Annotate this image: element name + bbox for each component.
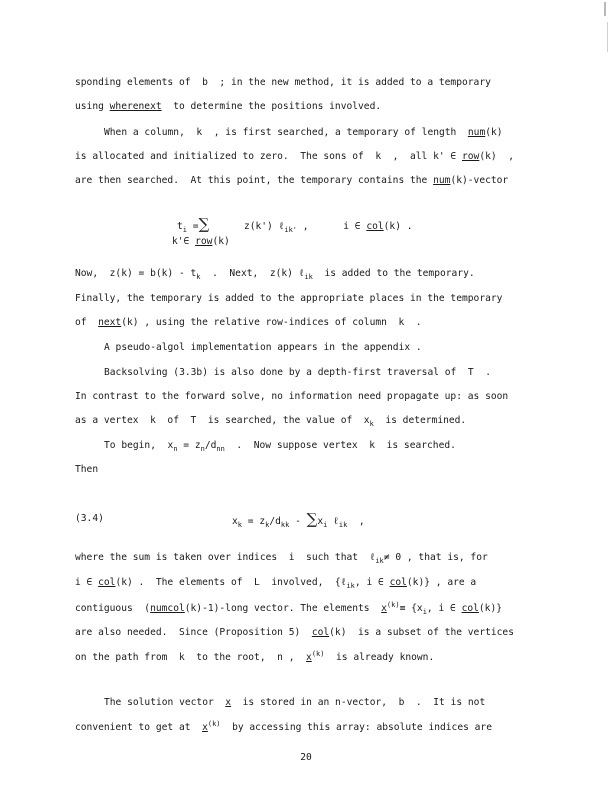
page-number: 20 <box>300 752 312 763</box>
text-line: on the path from k to the root, n , $x^{(k)}$ is already known. <box>75 649 435 663</box>
equation-subscript: k'∈ row(k) <box>172 236 230 247</box>
text-line: A pseudo-algol implementation appears in the appendix . <box>104 342 422 353</box>
text-line: is allocated and initialized to zero. The sons of k , all k' ∈ row(k) , <box>75 151 514 162</box>
text-line: Backsolving (3.3b) is also done by a depth-first traversal of T . <box>104 367 491 378</box>
text-line: contiguous (numcol(k)-1)-long vector. The elements $x^{(k)}\equiv \{x_i$, i ∈ col(k)} <box>75 600 502 616</box>
scan-mark <box>604 2 606 16</box>
sum-symbol: ∑ <box>306 510 318 528</box>
text-line: using wherenext to determine the positions involved. <box>75 101 382 112</box>
text-line: i ∈ col(k) . The elements of L involved, {ℓ$_{ik}$, i ∈ col(k)} , are a <box>75 577 477 590</box>
scan-mark <box>607 22 608 52</box>
text-line: Finally, the temporary is added to the appropriate places in the temporary <box>75 293 503 304</box>
text-line: convenient to get at $x^{(k)}$ by accessing this array: absolute indices are <box>75 719 492 733</box>
text-line: sponding elements of b ; in the new method, it is added to a temporary <box>75 77 491 88</box>
text-line: are also needed. Since (Proposition 5) col(k) is a subset of the vertices <box>75 627 514 638</box>
text-line: To begin, $x_n = z_n/d_{nn}$ . Now suppose vertex k is searched. <box>104 440 456 453</box>
text-line: of next(k) , using the relative row-indices of column k . <box>75 317 422 328</box>
text-line: Then <box>75 464 99 475</box>
equation: $x_k = z_k/d_{kk} - \sum x_i$ ℓ$_{ik}$ , <box>232 510 365 529</box>
text-line: Now, $z(k) = b(k) - t_k$ . Next, z(k) ℓ$_{ik}$ is added to the temporary. <box>75 268 475 281</box>
underlined-term: wherenext <box>109 101 162 112</box>
text-line: The solution vector x is stored in an n-vector, b . It is not <box>104 697 486 708</box>
sum-symbol: ∑ <box>198 215 210 233</box>
equation: $t_i$ =∑ z(k') ℓ$_{ik'}$ , i ∈ col(k) . <box>177 215 413 234</box>
text-line: In contrast to the forward solve, no information need propagate up: as soon <box>75 391 509 402</box>
text-line: When a column, k , is first searched, a temporary of length num(k) <box>104 127 503 138</box>
text-line: as a vertex k of T is searched, the value of $x_k$ is determined. <box>75 415 467 428</box>
equation-label: (3.4) <box>75 513 104 524</box>
text-line: where the sum is taken over indices i such that ℓ$_{ik}$≠ 0 , that is, for <box>75 552 488 565</box>
text-line: are then searched. At this point, the temporary contains the num(k)-vector <box>75 175 509 186</box>
